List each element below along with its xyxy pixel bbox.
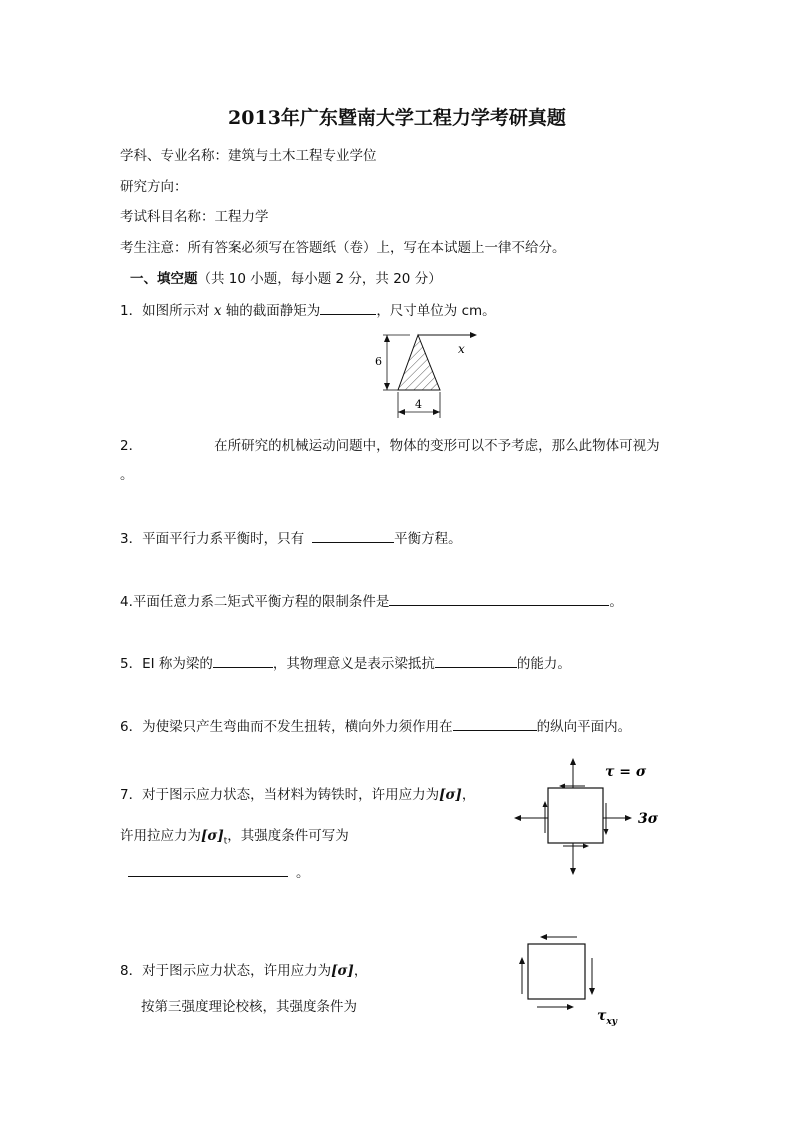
question-2-number: 2．	[120, 438, 143, 454]
figure-stress-element-7	[505, 755, 680, 880]
allowable-stress-symbol: [σ]	[439, 787, 462, 803]
exam-subject-line: 考试科目名称：工程力学	[120, 209, 269, 225]
height-label: 6	[375, 355, 382, 368]
question-1: 1．如图所示对 x 轴的截面静矩为 ，尺寸单位为 cm。	[120, 303, 496, 319]
dimension-arrow-icon	[398, 409, 405, 415]
dimension-arrow-icon	[433, 409, 440, 415]
answer-blank-5a[interactable]	[213, 655, 273, 668]
dimension-arrow-icon	[384, 383, 390, 390]
stress-element-square	[548, 788, 603, 843]
shear-arrow-icon	[589, 988, 595, 995]
tau-xy-label: $\tau_{xy}$	[597, 1008, 618, 1027]
figure-triangle-section	[365, 328, 480, 420]
section-heading	[130, 270, 442, 288]
answer-blank-4[interactable]	[389, 593, 609, 606]
shear-arrow-icon	[567, 1004, 574, 1010]
answer-blank-1[interactable]	[320, 302, 376, 315]
arrow-right-icon	[625, 815, 632, 821]
section-note: （共 10 小题，每小题 2 分，共 20 分）	[197, 271, 442, 287]
width-label: 4	[415, 398, 422, 411]
question-7-line-2: 许用拉应力为$[\sigma]_t$，其强度条件可写为	[120, 828, 349, 847]
question-8-line-2: 按第三强度理论校核，其强度条件为	[141, 999, 357, 1015]
var-x: x	[213, 303, 222, 319]
shear-arrow-icon	[583, 844, 589, 849]
question-6: 6．为使梁只产生弯曲而不发生扭转，横向外力须作用在 的纵向平面内。	[120, 719, 632, 735]
question-3: 3．平面平行力系平衡时，只有 平衡方程。	[120, 531, 462, 547]
sigma-label: 3σ	[638, 811, 659, 827]
notice-line: 考生注意：所有答案必须写在答题纸（卷）上，写在本试题上一律不给分。	[120, 240, 566, 256]
question-8-line-1: 8．对于图示应力状态，许用应力为[σ]，	[120, 963, 368, 979]
question-7-line-3: 。	[128, 864, 310, 882]
shear-arrow-icon	[540, 934, 547, 940]
question-2-end: 。	[120, 467, 134, 483]
shear-arrow-icon	[604, 829, 609, 835]
answer-blank-6[interactable]	[453, 718, 537, 731]
tau-label: τ = σ	[605, 764, 647, 780]
page-title: 2013年广东暨南大学工程力学考研真题	[228, 107, 566, 129]
arrow-left-icon	[514, 815, 521, 821]
subject-line: 学科、专业名称：建筑与土木工程专业学位	[120, 148, 377, 164]
question-4: 4.平面任意力系二矩式平衡方程的限制条件是 。	[120, 594, 623, 610]
allowable-stress-symbol-8: [σ]	[331, 963, 354, 979]
direction-line: 研究方向：	[120, 179, 188, 195]
question-5: 5．EI 称为梁的 ，其物理意义是表示梁抵抗 的能力。	[120, 656, 571, 672]
figure-stress-element-8	[505, 928, 625, 1033]
arrow-down-icon	[570, 868, 576, 875]
dimension-arrow-icon	[384, 335, 390, 342]
question-7-line-1: 7．对于图示应力状态，当材料为铸铁时，许用应力为[σ]，	[120, 787, 476, 803]
section-title: 一、填空题	[130, 271, 198, 287]
stress-element-square	[528, 944, 585, 999]
x-axis-arrow-icon	[470, 332, 477, 338]
allowable-tensile-stress-symbol: [σ]	[201, 828, 224, 844]
question-2: 2． 在所研究的机械运动问题中，物体的变形可以不予考虑，那么此物体可视为	[120, 438, 660, 454]
shear-arrow-icon	[543, 801, 548, 807]
answer-blank-7[interactable]	[128, 864, 288, 877]
triangle-shape	[398, 335, 440, 390]
shear-arrow-icon	[519, 957, 525, 964]
answer-blank-3[interactable]	[312, 530, 394, 543]
x-axis-label: x	[458, 342, 465, 356]
arrow-up-icon	[570, 758, 576, 765]
answer-blank-5b[interactable]	[435, 655, 517, 668]
